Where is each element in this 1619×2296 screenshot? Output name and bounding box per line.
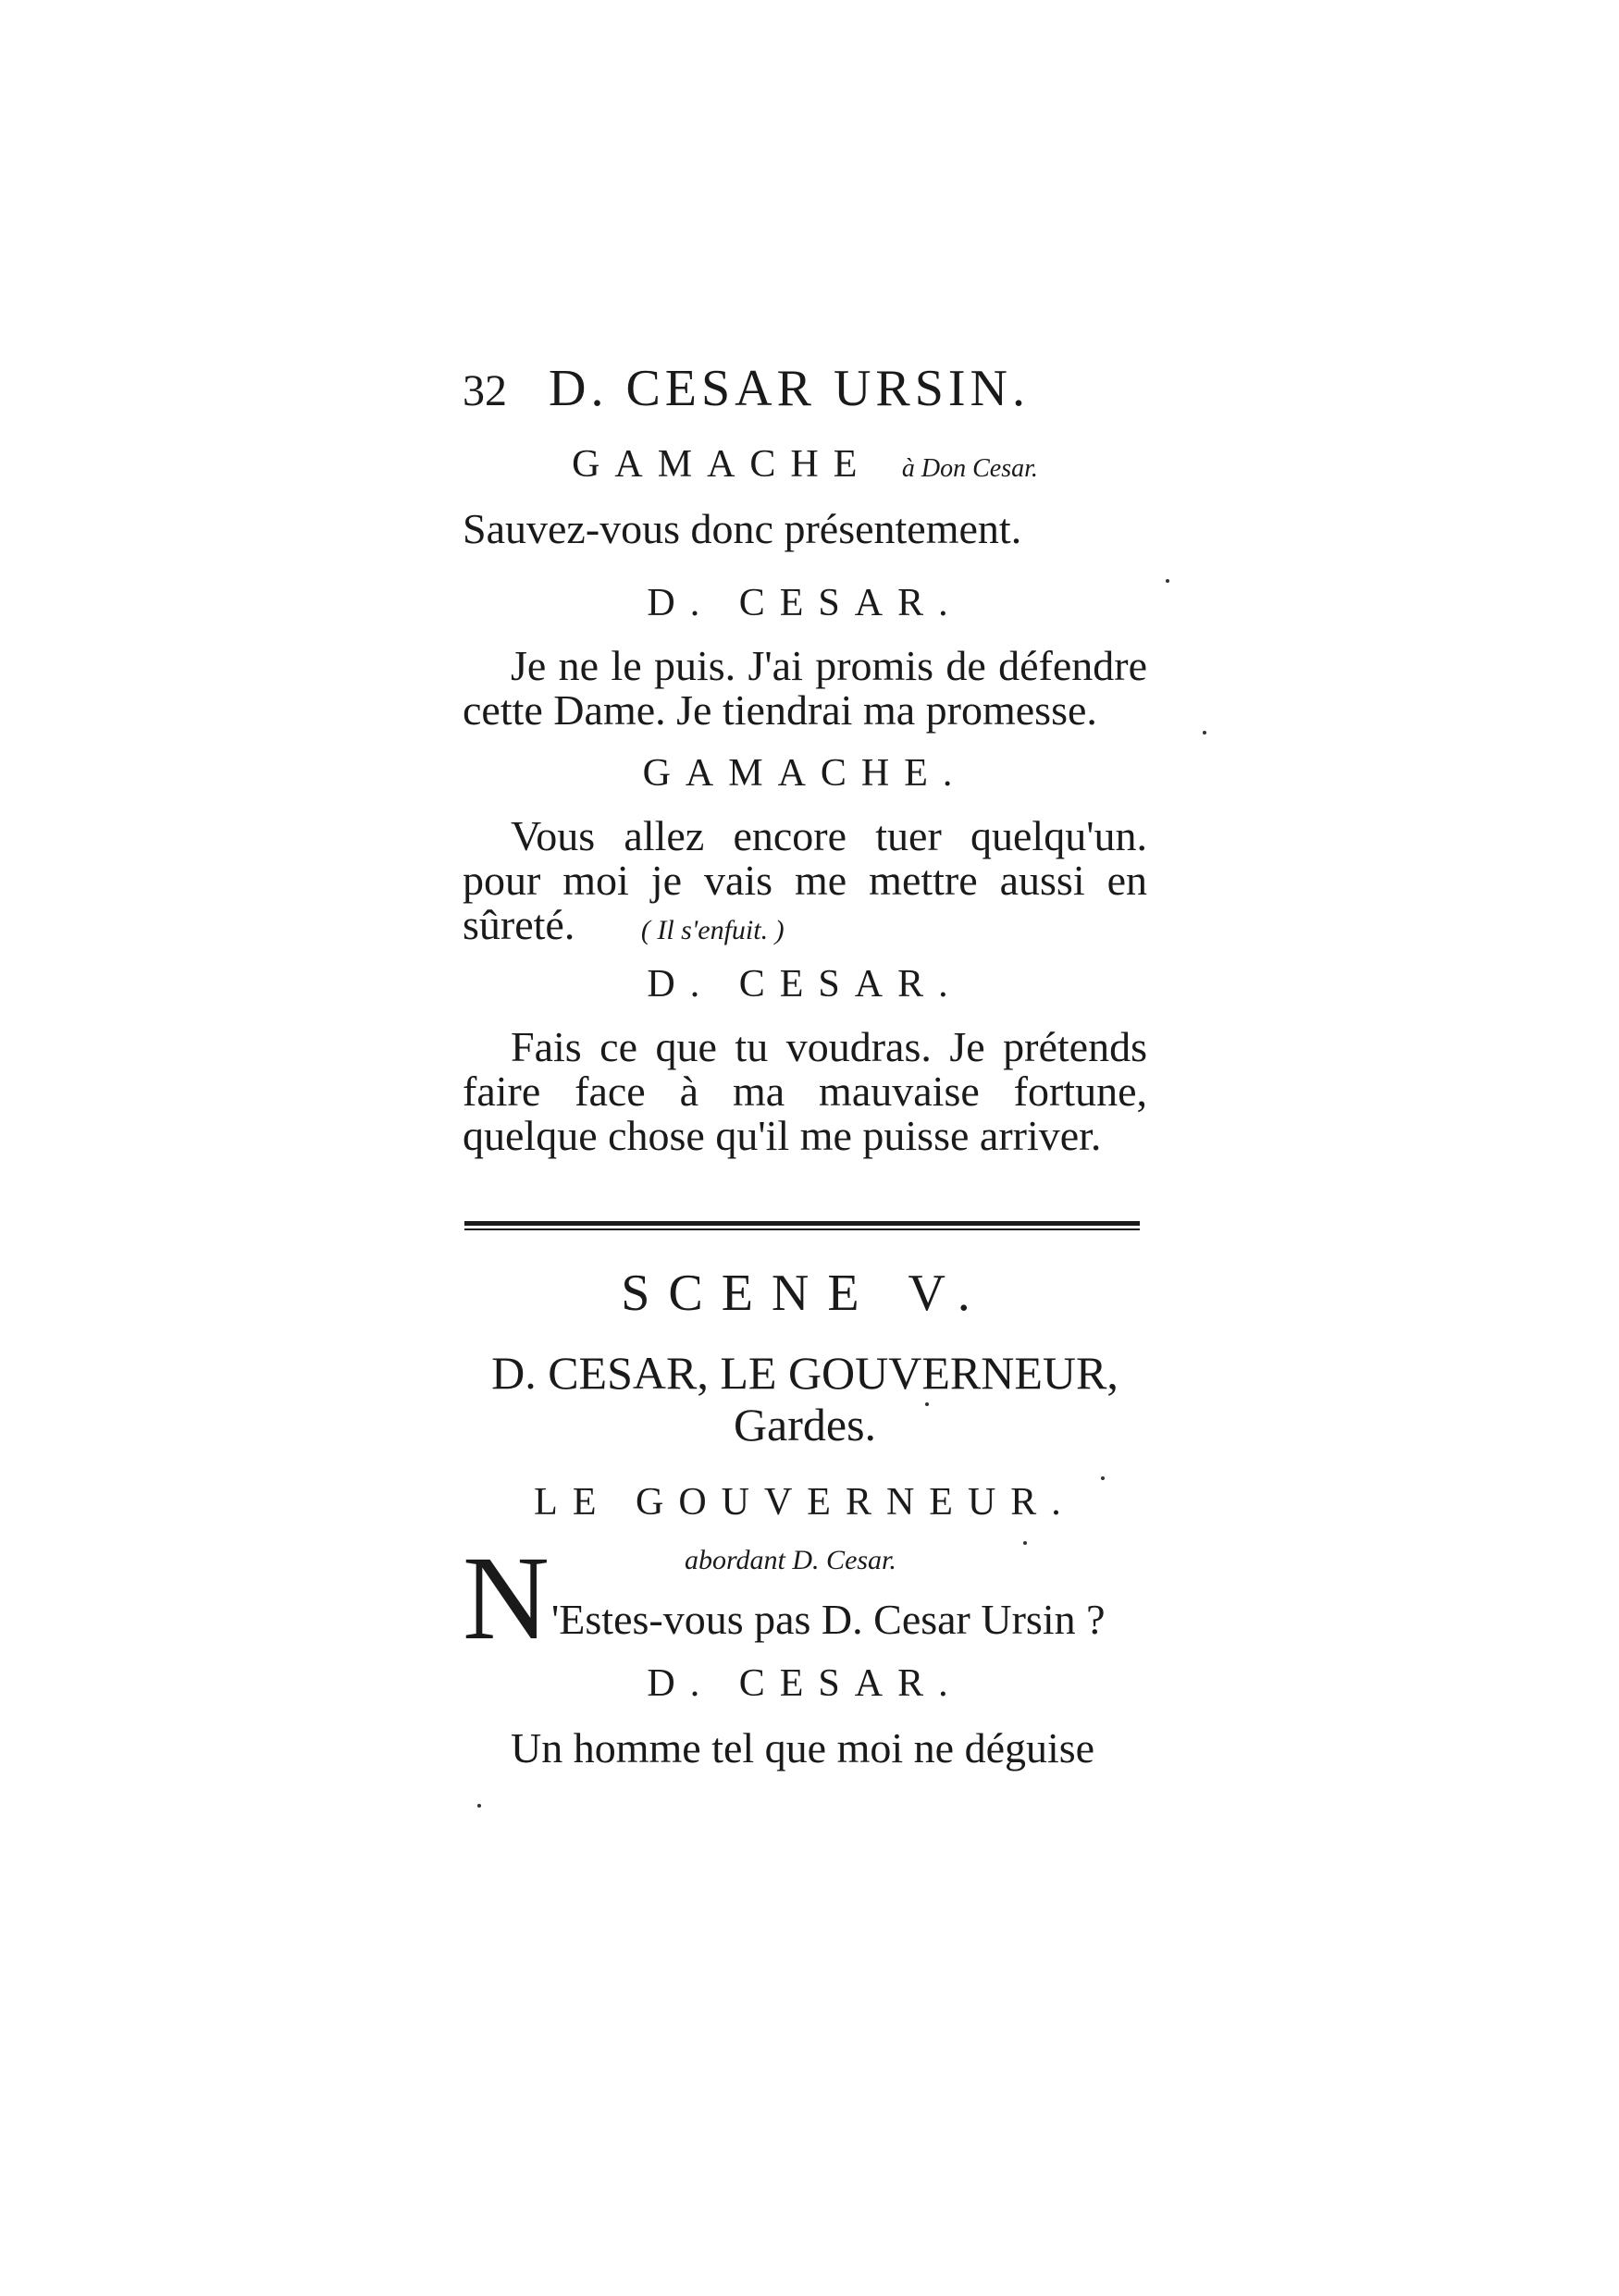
dialogue-text (463, 814, 1147, 953)
dialogue-text: 'Estes-vous pas D. Cesar Ursin ? (551, 1596, 1106, 1643)
speaker-name: D. CESAR. (647, 582, 963, 624)
dialogue-text: Sauvez-vous donc présentement. (463, 505, 1022, 552)
speaker-name: D. CESAR. (647, 1662, 963, 1705)
speaker-heading (463, 1480, 1147, 1524)
stage-direction: abordant D. Cesar. (685, 1545, 896, 1575)
speaker-heading (463, 442, 1147, 487)
speaker-heading (463, 1661, 1147, 1706)
cast-list (463, 1347, 1147, 1450)
dialogue-text: Fais ce que tu voudras. Je prétends faire face à ma mauvaise fortune, quelque chose qu'il me puisse arriver. (463, 1023, 1147, 1159)
speaker-heading (463, 751, 1147, 796)
scan-speck (1203, 731, 1206, 734)
cast-line: Gardes. (733, 1399, 877, 1450)
cast-line: D. CESAR, LE GOUVERNEUR, (491, 1347, 1118, 1399)
speaker-name: GAMACHE (572, 443, 872, 486)
dropcap-paragraph (463, 1532, 1147, 1665)
stage-direction: ( Il s'enfuit. ) (640, 915, 785, 945)
speaker-name: LE GOUVERNEUR. (534, 1481, 1076, 1524)
running-title: D. CESAR URSIN. (549, 360, 1030, 417)
scan-speck (477, 1804, 481, 1808)
stage-direction: à Don Cesar. (901, 454, 1038, 483)
speaker-heading (463, 962, 1147, 1006)
dialogue-line: Vous allez encore tuer quelqu'un. pour moi je vais me mettre aussi en sûreté. (463, 812, 1147, 948)
scan-speck (1101, 1476, 1105, 1480)
page-number: 32 (463, 366, 507, 415)
speaker-name: D. CESAR. (647, 963, 963, 1006)
scan-speck (1166, 579, 1169, 583)
dialogue-text: Un homme tel que moi ne déguise (511, 1724, 1095, 1771)
drop-cap-letter: N (463, 1532, 550, 1665)
section-divider (464, 1221, 1140, 1226)
section-divider-thin (464, 1228, 1140, 1230)
speaker-heading (463, 581, 1147, 625)
dialogue-text: Je ne le puis. J'ai promis de défendre cette Dame. Je tiendrai ma promesse. (463, 642, 1147, 734)
scene-title: SCENE V. (621, 1265, 989, 1322)
scan-speck (925, 1402, 929, 1406)
running-head (463, 359, 1147, 424)
speaker-name: GAMACHE. (642, 752, 968, 795)
scan-speck (1023, 1541, 1027, 1545)
